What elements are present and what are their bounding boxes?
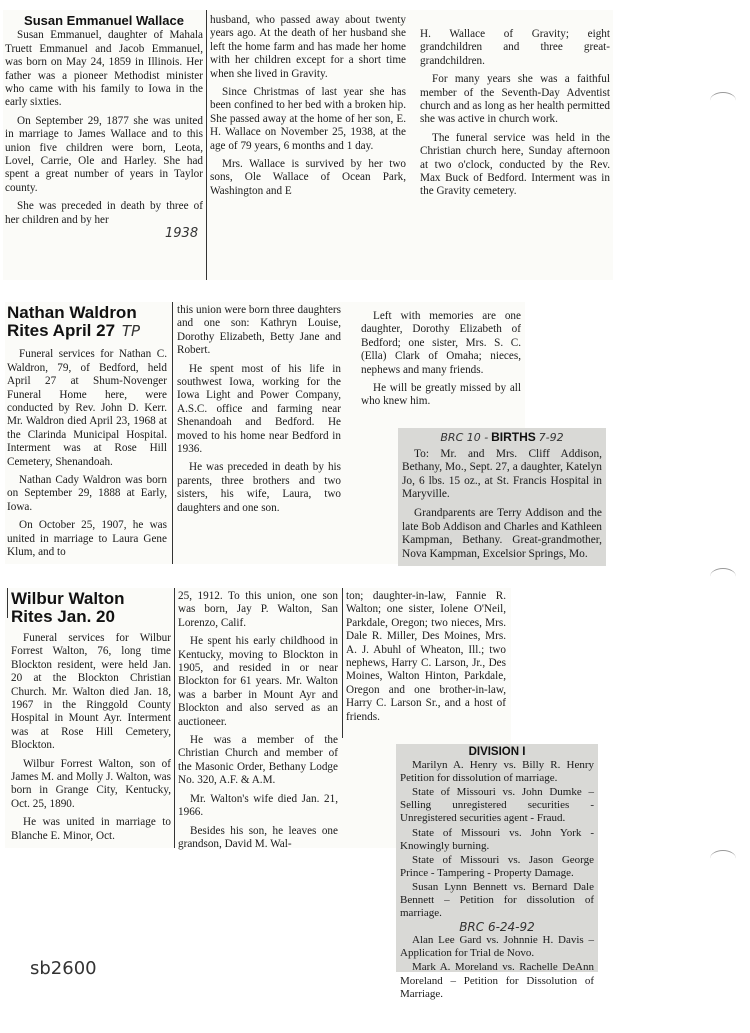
punch-hole-mark-top — [710, 92, 736, 109]
walton-left-rule — [7, 588, 8, 618]
wallace-c3-p1: H. Wallace of Gravity; eight grandchildren and three great-grandchildren. — [420, 28, 610, 67]
wallace-title: Susan Emmanuel Wallace — [24, 13, 184, 28]
waldron-c1-p3: On October 25, 1907, he was united in marriage to Laura Gene Klum, and to — [7, 519, 167, 559]
births-heading: BIRTHS — [491, 430, 536, 444]
waldron-c3-p1: Left with memories are one daughter, Dorothy Elizabeth of Bedford; one sister, Mrs. S. C. (Ella) Clark of Omaha; nieces, nephews and many friends. — [361, 310, 521, 376]
walton-title-line-2: Rites Jan. 20 — [11, 607, 115, 626]
waldron-c2-p1: this union were born three daughters and one son: Kathryn Louise, Dorothy Elizabeth, Betty Jane and Robert. — [177, 304, 341, 357]
walton-column-rule-1 — [174, 588, 175, 848]
punch-hole-mark-bottom — [710, 850, 736, 867]
waldron-title-line-2: Rites April 27 — [7, 321, 116, 340]
waldron-column-2 — [177, 304, 341, 562]
waldron-column-1 — [7, 304, 167, 562]
handwritten-initials: TP — [121, 322, 141, 340]
walton-c2-p4: Mr. Walton's wife died Jan. 21, 1966. — [178, 792, 338, 819]
walton-c1-p2: Wilbur Forrest Walton, son of James M. and Molly J. Walton, was born in Grange City, Kentucky, Oct. 25, 1890. — [11, 757, 171, 810]
births-p2: Grandparents are Terry Addison and the late Bob Addison and Charles and Kathleen Kampman, Bethany. Great-grandmother, Nova Kampman, Excelsior Springs, Mo. — [402, 506, 602, 560]
wallace-c2-p3: Mrs. Wallace is survived by her two sons, Ole Wallace of Ocean Park, Washington and E — [210, 158, 406, 197]
division-entry-3: State of Missouri vs. John York - Knowingly burning. — [400, 826, 594, 852]
wallace-c1-p3: She was preceded in death by three of her children and by her — [5, 200, 203, 226]
division-entry-2: State of Missouri vs. John Dumke – Selling unregistered securities - Unregistered securities agent - Fraud. — [400, 786, 594, 825]
clipping-susan-wallace — [3, 10, 613, 280]
division-heading: DIVISION I — [468, 746, 526, 758]
waldron-c1-p2: Nathan Cady Waldron was born on September 29, 1888 at Early, Iowa. — [7, 474, 167, 513]
wallace-c3-p2: For many years she was a faithful member of the Seventh-Day Adventist church and as long as her health permitted she was active in church work. — [420, 73, 610, 126]
division-entry-6: Alan Lee Gard vs. Johnnie H. Davis – Application for Trial de Novo. — [400, 934, 594, 960]
division-entry-1: Marilyn A. Henry vs. Billy R. Henry Petition for dissolution of marriage. — [400, 759, 594, 785]
walton-column-2 — [178, 590, 338, 850]
walton-column-rule-2 — [342, 588, 343, 738]
wallace-column-2 — [210, 14, 406, 280]
waldron-c3-p2: He will be greatly missed by all who knew him. — [361, 382, 521, 408]
births-body — [402, 431, 602, 565]
walton-c3-p1: ton; daughter-in-law, Fannie R. Walton; one sister, Iolene O'Neil, Parkdale, Oregon; two nieces, Mrs. Dale R. Miller, Des Moines, Mrs. A. J. Abuhl of Wheaton, Ill.; two nephews, Harry C. Larson, Jr., Des Moines, Walton Hinton, Parkdale, Oregon and one brother-in-law, Harry C. Larson Sr., and a host of friends. — [346, 590, 506, 723]
wallace-c3-p3: The funeral service was held in the Christian church here, Sunday afternoon at two o'clock, conducted by the Rev. Max Buck of Bedford. Interment was in the Gravity cemetery. — [420, 131, 610, 198]
wallace-c1-p1: Susan Emmanuel, daughter of Mahala Truett Emmanuel and Jacob Emmanuel, was born on May 24, 1859 in Illinois. Her father was a pioneer Methodist minister who came with his family to Iowa in the early sixties. — [5, 29, 203, 109]
clipping-births — [398, 428, 606, 566]
walton-c2-p1: 25, 1912. To this union, one son was born, Jay P. Walton, San Lorenzo, Calif. — [178, 590, 338, 629]
walton-column-1 — [11, 590, 171, 846]
division-entry-4: State of Missouri vs. Jason George Prince - Tampering - Property Damage. — [400, 853, 594, 879]
waldron-title-line-1: Nathan Waldron — [7, 303, 137, 322]
walton-c2-p3: He was a member of the Christian Church and member of the Masonic Order, Bethany Lodge No. 320, A.F. & A.M. — [178, 734, 338, 787]
wallace-c1-p2: On September 29, 1877 she was united in marriage to James Wallace and to this union five children were born, Leota, Lovel, Carrie, Ole and Harley. She had spent a great number of years in Taylor county. — [5, 114, 203, 194]
division-handwritten-note: BRC 6-24-92 — [459, 920, 535, 935]
wallace-c2-p1: husband, who passed away about twenty years ago. At the death of her husband she left the home farm and has made her home with her children except for a short time when she lived in Gravity. — [210, 14, 406, 80]
clipping-division-1 — [396, 744, 598, 1000]
walton-c1-p1: Funeral services for Wilbur Forrest Walton, 76, long time Blockton resident, were held Jan. 20 at the Blockton Christian Church. Mr. Walton died Jan. 18, 1967 in the Ringgold County Hospital in Mount Ayr. Interment was at Rose Hill Cemetery, Blockton. — [11, 632, 171, 752]
wallace-c2-p2: Since Christmas of last year she has been confined to her bed with a broken hip. She passed away at the home of her son, E. H. Wallace on November 25, 1938, at the age of 79 years, 6 months and 1 day. — [210, 86, 406, 152]
walton-title-line-1: Wilbur Walton — [11, 589, 125, 608]
division-entry-7: Mark A. Moreland vs. Rachelle DeAnn Moreland – Petition for Dissolution of Marriage. — [400, 961, 594, 1000]
wallace-column-rule-1 — [206, 10, 207, 280]
waldron-column-3 — [361, 310, 521, 410]
births-handwritten-left: BRC 10 - — [440, 431, 489, 444]
punch-hole-mark-middle — [710, 568, 736, 585]
division-body — [400, 746, 594, 1000]
walton-c2-p2: He spent his early childhood in Kentucky, moving to Blockton in 1905, and resided in or near Blockton for 61 years. Mr. Walton was a barber in Mount Ayr and Blockton and also served as an auctioneer. — [178, 635, 338, 728]
walton-c2-p5: Besides his son, he leaves one grandson, David M. Wal- — [178, 824, 338, 850]
walton-column-3 — [346, 590, 506, 740]
handwritten-year: 1938 — [165, 226, 199, 241]
waldron-column-rule — [172, 302, 173, 564]
births-handwritten-right: 7-92 — [538, 431, 564, 444]
waldron-c2-p2: He spent most of his life in southwest Iowa, working for the Iowa Light and Power Company, A.S.C. office and farming near Shenandoah and Bedford. He moved to his home near Bedford in 1936. — [177, 362, 341, 456]
waldron-c2-p3: He was preceded in death by his parents, three brothers and two sisters, his wife, Laura, two daughters and one son. — [177, 461, 341, 514]
waldron-c1-p1: Funeral services for Nathan C. Waldron, 79, of Bedford, held April 27 at Shum-Novenger Funeral Home here, were conducted by Rev. John D. Kerr. Mr. Waldron died April 23, 1968 at the Clarinda Municipal Hospital. Interment was at Rose Hill Cemetery, Shenandoah. — [7, 348, 167, 468]
division-entry-5: Susan Lynn Bennett vs. Bernard Dale Bennett – Petition for dissolution of marriage. — [400, 880, 594, 920]
births-p1: To: Mr. and Mrs. Cliff Addison, Bethany, Mo., Sept. 27, a daughter, Katelyn Jo, 6 lbs. 15 oz., at St. Francis Hospital in Maryville. — [402, 447, 602, 501]
wallace-column-3 — [420, 28, 610, 250]
walton-c1-p3: He was united in marriage to Blanche E. Minor, Oct. — [11, 816, 171, 842]
page-label-handwritten: sb2600 — [30, 958, 97, 979]
